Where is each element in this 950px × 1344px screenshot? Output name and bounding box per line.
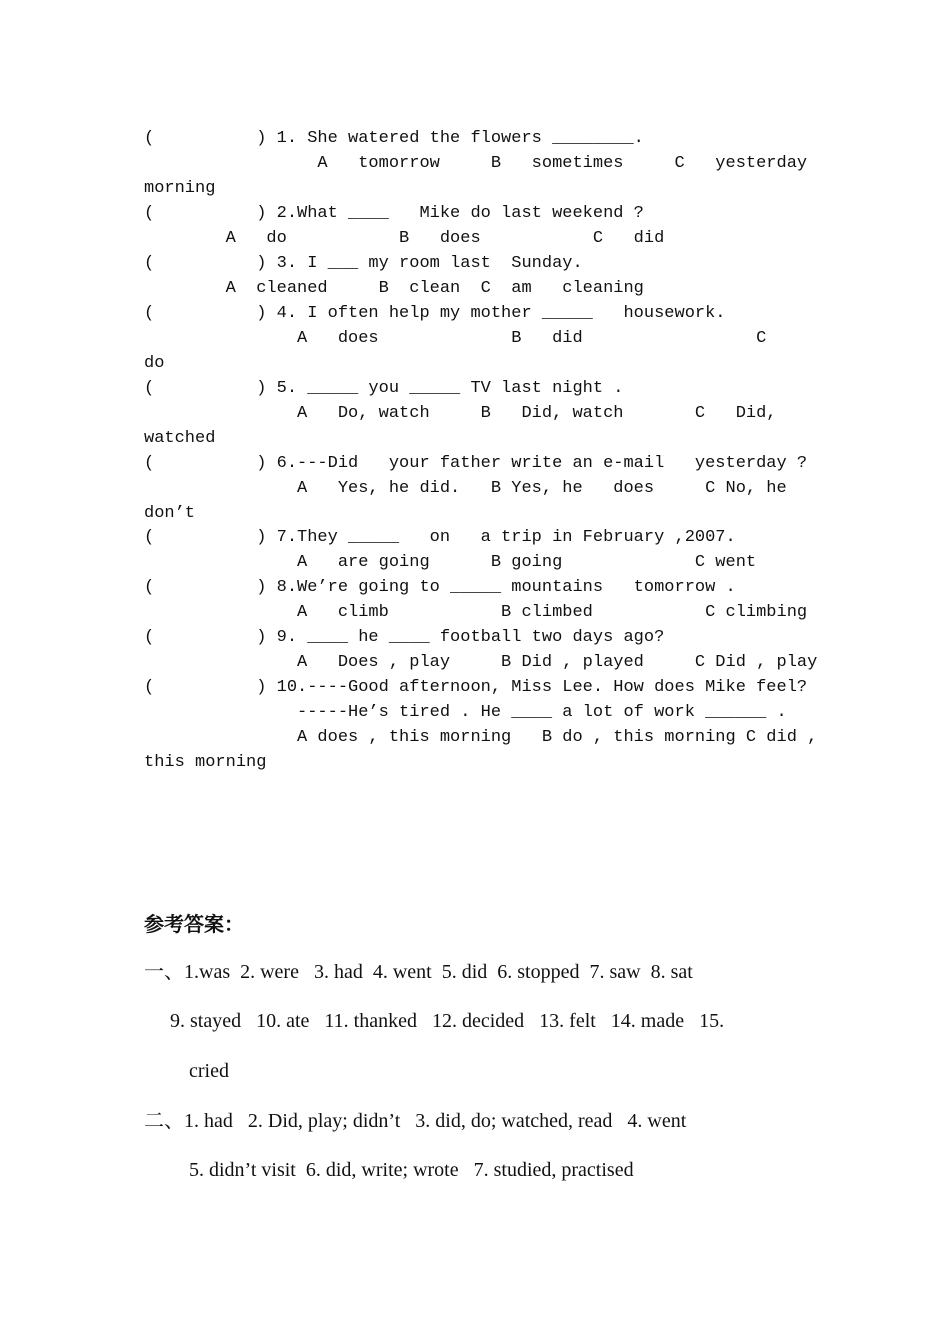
question-5-wrap: watched xyxy=(144,429,216,448)
question-6-options: A Yes, he did. B Yes, he does C No, he xyxy=(144,479,787,498)
question-8-stem: ( ) 8.We’re going to _____ mountains tomorrow . xyxy=(144,578,736,597)
answer-part1-line3: cried xyxy=(189,1060,229,1082)
question-3-stem: ( ) 3. I ___ my room last Sunday. xyxy=(144,254,583,273)
answer-part2-line1: 二、1. had 2. Did, play; didn’t 3. did, do; watched, read 4. went xyxy=(144,1110,687,1132)
question-9-options: A Does , play B Did , played C Did , play xyxy=(144,653,818,672)
question-1-wrap: morning xyxy=(144,179,216,198)
answer-part1-line2: 9. stayed 10. ate 11. thanked 12. decided 13. felt 14. made 15. xyxy=(170,1010,725,1032)
question-1-stem: ( ) 1. She watered the flowers ________. xyxy=(144,129,644,148)
question-3-options: A cleaned B clean C am cleaning xyxy=(144,279,644,298)
question-7-options: A are going B going C went xyxy=(144,553,757,572)
question-10-dialogue: -----He’s tired . He ____ a lot of work ______ . xyxy=(144,703,787,722)
question-6-wrap: don’t xyxy=(144,504,196,523)
question-7-stem: ( ) 7.They _____ on a trip in February ,2007. xyxy=(144,528,736,547)
question-9-stem: ( ) 9. ____ he ____ football two days ago? xyxy=(144,628,665,647)
question-1-options: A tomorrow B sometimes C yesterday xyxy=(144,154,808,173)
question-8-options: A climb B climbed C climbing xyxy=(144,603,808,622)
question-5-stem: ( ) 5. _____ you _____ TV last night . xyxy=(144,379,624,398)
question-10-wrap: this morning xyxy=(144,753,267,772)
question-4-wrap: do xyxy=(144,354,165,373)
question-5-options: A Do, watch B Did, watch C Did, xyxy=(144,404,777,423)
question-4-options: A does B did C xyxy=(144,329,767,348)
question-2-options: A do B does C did xyxy=(144,229,665,248)
answer-part1-line1: 一、1.was 2. were 3. had 4. went 5. did 6. stopped 7. saw 8. sat xyxy=(144,961,693,983)
question-10-options: A does , this morning B do , this morning C did , xyxy=(144,728,818,747)
answer-key-title: 参考答案： xyxy=(144,912,244,936)
question-4-stem: ( ) 4. I often help my mother _____ housework. xyxy=(144,304,726,323)
answer-part2-line2: 5. didn’t visit 6. did, write; wrote 7. studied, practised xyxy=(189,1159,634,1181)
question-10-stem: ( ) 10.----Good afternoon, Miss Lee. How does Mike feel? xyxy=(144,678,808,697)
question-6-stem: ( ) 6.---Did your father write an e-mail yesterday ? xyxy=(144,454,808,473)
question-2-stem: ( ) 2.What ____ Mike do last weekend ? xyxy=(144,204,644,223)
